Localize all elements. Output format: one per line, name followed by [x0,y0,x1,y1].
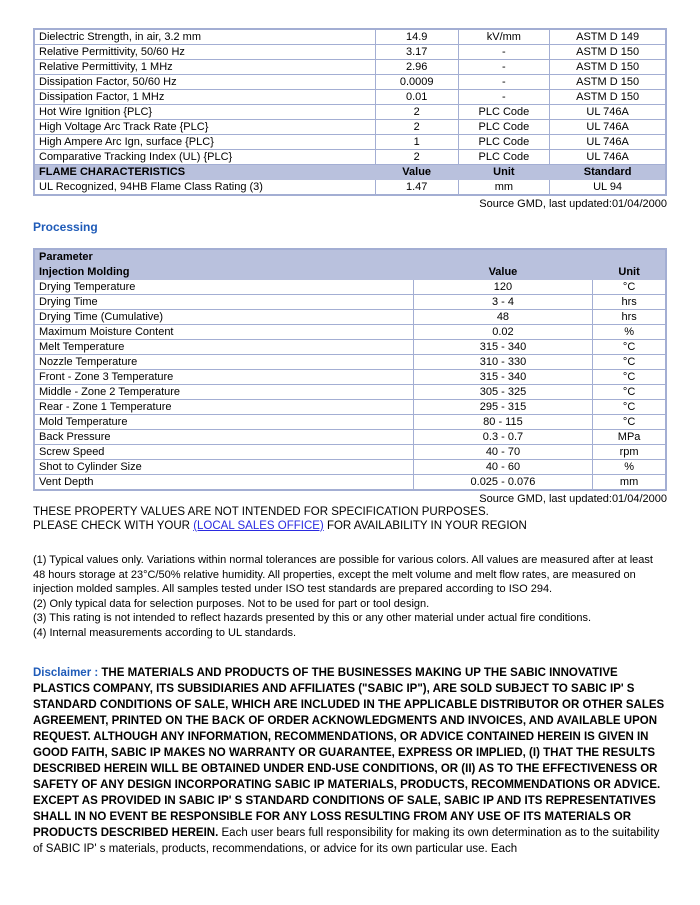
property-name-cell: Dissipation Factor, 50/60 Hz [34,75,375,90]
processing-row [34,400,666,415]
flame-characteristics-header-row [34,165,666,180]
processing-value-cell: 0.02 [413,325,592,340]
property-value-cell: 1 [375,135,458,150]
processing-param-cell: Maximum Moisture Content [34,325,413,340]
processing-header-row-parameter [34,249,666,265]
processing-unit-cell: °C [593,415,666,430]
property-unit-cell: - [458,45,550,60]
processing-unit-cell: hrs [593,295,666,310]
property-standard-cell: UL 746A [550,135,666,150]
flame-header-unit: Unit [458,165,550,180]
processing-row [34,460,666,475]
property-value-cell: 14.9 [375,29,458,45]
property-unit-cell: - [458,90,550,105]
processing-value-cell: 315 - 340 [413,370,592,385]
property-standard-cell: UL 94 [550,180,666,196]
processing-row [34,310,666,325]
property-name-cell: Hot Wire Ignition {PLC} [34,105,375,120]
processing-value-cell: 305 - 325 [413,385,592,400]
processing-value-cell: 310 - 330 [413,355,592,370]
processing-value-cell: 40 - 70 [413,445,592,460]
property-row [34,150,666,165]
processing-value-cell: 40 - 60 [413,460,592,475]
processing-row [34,280,666,295]
processing-row [34,445,666,460]
processing-param-cell: Shot to Cylinder Size [34,460,413,475]
property-unit-cell: - [458,60,550,75]
processing-unit-cell: MPa [593,430,666,445]
processing-unit-cell: °C [593,400,666,415]
property-standard-cell: ASTM D 150 [550,75,666,90]
processing-unit-cell: °C [593,370,666,385]
processing-header-value: Value [413,265,592,280]
source-note: Source GMD, last updated:01/04/2000 [479,493,667,505]
property-standard-cell: UL 746A [550,105,666,120]
processing-value-cell: 295 - 315 [413,400,592,415]
processing-header-unit: Unit [593,265,666,280]
property-value-cell: 2 [375,150,458,165]
processing-row [34,340,666,355]
property-unit-cell: PLC Code [458,120,550,135]
property-standard-cell: ASTM D 150 [550,60,666,75]
property-standard-cell: UL 746A [550,120,666,135]
property-unit-cell: PLC Code [458,105,550,120]
property-unit-cell: mm [458,180,550,196]
processing-param-cell: Back Pressure [34,430,413,445]
property-value-cell: 0.01 [375,90,458,105]
property-standard-cell: ASTM D 150 [550,45,666,60]
processing-unit-cell: °C [593,280,666,295]
flame-header-standard: Standard [550,165,666,180]
property-row [34,75,666,90]
property-name-cell: Dielectric Strength, in air, 3.2 mm [34,29,375,45]
property-row [34,120,666,135]
processing-section-heading: Processing [33,220,98,234]
disclaimer-bold-text: THE MATERIALS AND PRODUCTS OF THE BUSINESSES MAKING UP THE SABIC INNOVATIVE PLASTICS COMPANY, ITS SUBSIDIARIES AND AFFILIATES ("SABIC IP"), ARE SOLD SUBJECT TO SABIC IP' S STANDARD CONDITIONS OF SALE, WHICH ARE INCLUDED IN THE APPLICABLE DISTRIBUTOR OR OTHER SALES AGREEMENT, PRINTED ON THE BACK OF ORDER ACKNOWLEDGMENTS AND INVOICES, AND AVAILABLE UPON REQUEST. ALTHOUGH ANY INFORMATION, RECOMMENDATIONS, OR ADVICE CONTAINED HEREIN IS GIVEN IN GOOD FAITH, SABIC IP MAKES NO WARRANTY OR GUARANTEE, EXPRESS OR IMPLIED, (I) THAT THE RESULTS DESCRIBED HEREIN WILL BE OBTAINED UNDER END-USE CONDITIONS, OR (II) AS TO THE EFFECTIVENESS OR SAFETY OF ANY DESIGN INCORPORATING SABIC IP MATERIALS, PRODUCTS, RECOMMENDATIONS OR ADVICE. EXCEPT AS PROVIDED IN SABIC IP' S STANDARD CONDITIONS OF SALE, SABIC IP AND ITS REPRESENTATIVES SHALL IN NO EVENT BE RESPONSIBLE FOR ANY LOSS RESULTING FROM ANY USE OF ITS MATERIALS OR PRODUCTS DESCRIBED HEREIN. [33,667,665,839]
processing-row [34,370,666,385]
property-value-cell: 3.17 [375,45,458,60]
property-name-cell: High Ampere Arc Ign, surface {PLC} [34,135,375,150]
processing-header-parameter: Parameter [34,249,666,265]
spec-purposes-line: THESE PROPERTY VALUES ARE NOT INTENDED FOR SPECIFICATION PURPOSES. [33,506,489,518]
disclaimer-normal-text: Each user bears full responsibility for making its own determination as to the suitability of SABIC IP' s materials, products, recommendations, or advice for its own particular use. Each [33,827,660,855]
availability-prefix: PLEASE CHECK WITH YOUR [33,520,194,532]
property-standard-cell: ASTM D 149 [550,29,666,45]
property-row [34,180,666,196]
processing-unit-cell: °C [593,355,666,370]
property-name-cell: Comparative Tracking Index (UL) {PLC} [34,150,375,165]
footnote: (3) This rating is not intended to reflect hazards presented by this or any other material under actual fire conditions. [33,612,592,624]
property-name-cell: High Voltage Arc Track Rate {PLC} [34,120,375,135]
property-row [34,105,666,120]
processing-param-cell: Screw Speed [34,445,413,460]
processing-row [34,355,666,370]
processing-unit-cell: °C [593,340,666,355]
processing-unit-cell: % [593,325,666,340]
processing-value-cell: 0.3 - 0.7 [413,430,592,445]
electrical-properties-table [33,28,667,196]
processing-param-cell: Rear - Zone 1 Temperature [34,400,413,415]
property-standard-cell: ASTM D 150 [550,90,666,105]
source-note: Source GMD, last updated:01/04/2000 [479,198,667,210]
processing-header-injection-molding: Injection Molding [34,265,413,280]
disclaimer-label: Disclaimer : [33,667,102,679]
property-unit-cell: - [458,75,550,90]
property-value-cell: 2 [375,120,458,135]
processing-param-cell: Mold Temperature [34,415,413,430]
footnote: (2) Only typical data for selection purposes. Not to be used for part or tool design. [33,597,430,610]
footnote: (1) Typical values only. Variations within normal tolerances are possible for various colors. All values are measured after at least 48 hours storage at 23°C/50% relative humidity. All properties, except the melt volume and melt flow rates, are measured on injection molded samples. All samples tested under ISO test standards are prepared according to ISO 294. [33,554,653,595]
processing-unit-cell: mm [593,475,666,491]
processing-param-cell: Vent Depth [34,475,413,491]
footnote: (4) Internal measurements according to UL standards. [33,626,297,639]
property-row [34,29,666,45]
processing-param-cell: Melt Temperature [34,340,413,355]
processing-table [33,248,667,491]
property-standard-cell: UL 746A [550,150,666,165]
property-row [34,45,666,60]
property-name-cell: Dissipation Factor, 1 MHz [34,90,375,105]
property-name-cell: Relative Permittivity, 50/60 Hz [34,45,375,60]
processing-row [34,295,666,310]
property-value-cell: 2.96 [375,60,458,75]
property-row [34,135,666,150]
processing-row [34,475,666,491]
processing-param-cell: Drying Time [34,295,413,310]
processing-param-cell: Middle - Zone 2 Temperature [34,385,413,400]
disclaimer-paragraph [33,665,667,857]
property-name-cell: Relative Permittivity, 1 MHz [34,60,375,75]
processing-value-cell: 315 - 340 [413,340,592,355]
processing-row [34,415,666,430]
processing-param-cell: Front - Zone 3 Temperature [34,370,413,385]
property-name-cell: UL Recognized, 94HB Flame Class Rating (3) [34,180,375,196]
processing-unit-cell: rpm [593,445,666,460]
local-sales-office-link[interactable]: (LOCAL SALES OFFICE) [193,520,324,532]
footnotes [33,553,667,640]
processing-row [34,325,666,340]
processing-value-cell: 120 [413,280,592,295]
property-value-cell: 0.0009 [375,75,458,90]
property-value-cell: 1.47 [375,180,458,196]
flame-header-title: FLAME CHARACTERISTICS [34,165,375,180]
processing-unit-cell: hrs [593,310,666,325]
processing-param-cell: Nozzle Temperature [34,355,413,370]
processing-param-cell: Drying Temperature [34,280,413,295]
processing-value-cell: 48 [413,310,592,325]
processing-row [34,430,666,445]
processing-value-cell: 80 - 115 [413,415,592,430]
property-unit-cell: PLC Code [458,150,550,165]
property-unit-cell: PLC Code [458,135,550,150]
processing-header-row-injection [34,265,666,280]
property-unit-cell: kV/mm [458,29,550,45]
processing-unit-cell: °C [593,385,666,400]
availability-suffix: FOR AVAILABILITY IN YOUR REGION [323,520,527,532]
availability-line [33,519,667,533]
processing-value-cell: 0.025 - 0.076 [413,475,592,491]
processing-param-cell: Drying Time (Cumulative) [34,310,413,325]
processing-unit-cell: % [593,460,666,475]
property-row [34,90,666,105]
property-value-cell: 2 [375,105,458,120]
processing-value-cell: 3 - 4 [413,295,592,310]
property-row [34,60,666,75]
flame-header-value: Value [375,165,458,180]
processing-row [34,385,666,400]
